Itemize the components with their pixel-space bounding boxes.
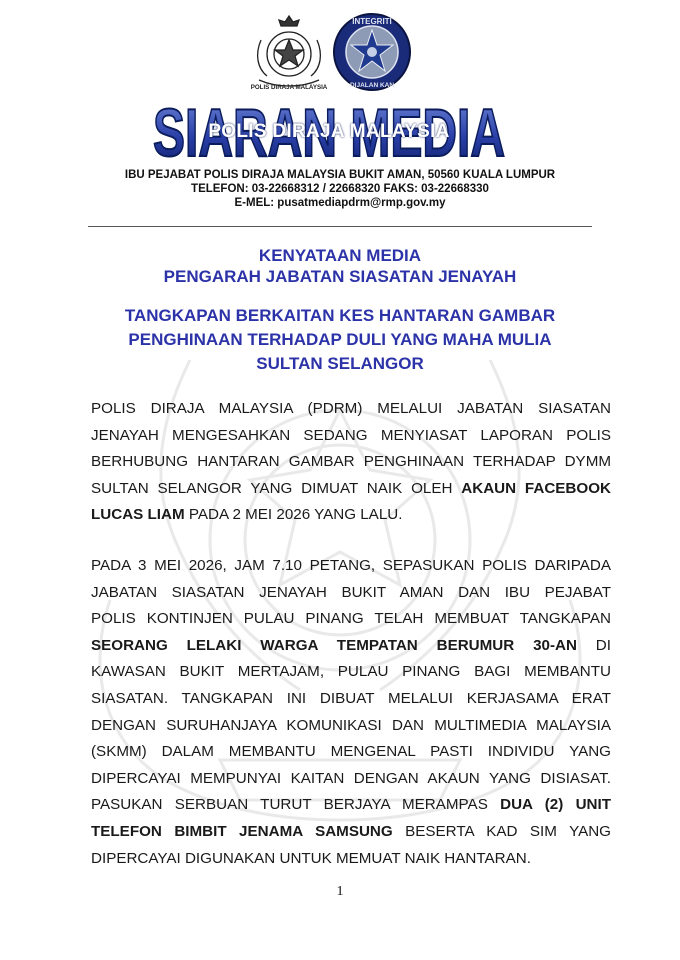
body-line: TELEFON BIMBIT JENAMA SAMSUNG BESERTA KAD SIM YANG <box>91 822 611 840</box>
body-line: JENAYAH MENGESAHKAN SEDANG MENYIASAT LAPORAN POLIS <box>91 426 611 444</box>
body-line: (SKMM) DALAM MEMBANTU MENGENAL PASTI INDIVIDU YANG <box>91 743 611 761</box>
body-line: PADA 3 MEI 2026, JAM 7.10 PETANG, SEPASUKAN POLIS DARIPADA <box>91 557 611 574</box>
body-line: SEORANG LELAKI WARGA TEMPATAN BERUMUR 30-AN DI <box>91 636 611 654</box>
body-line: BERHUBUNG HANTARAN GAMBAR PENGHINAAN TERHADAP DYMM <box>91 453 611 471</box>
body-line: SULTAN SELANGOR YANG DIMUAT NAIK OLEH AKAUN FACEBOOK <box>91 479 611 497</box>
bold-seized-item: TELEFON BIMBIT JENAMA SAMSUNG <box>91 822 393 840</box>
page-number: 1 <box>336 884 344 899</box>
bold-seized-count: DUA (2) UNIT <box>500 796 612 814</box>
pdrm-crest-logo <box>247 10 331 94</box>
bold-account-name: LUCAS LIAM <box>91 506 185 524</box>
crest-caption: POLIS DIRAJA MALAYSIA <box>250 84 328 91</box>
body-line: JABATAN SIASATAN JENAYAH BUKIT AMAN DAN IBU PEJABAT <box>91 583 611 601</box>
body-line: LUCAS LIAM PADA 2 MEI 2026 YANG LALU. <box>91 506 403 524</box>
email-line: E-MEL: pusatmediapdrm@rmp.gov.my <box>234 197 446 209</box>
body-line: DIPERCAYAI DIGUNAKAN UNTUK MEMUAT NAIK HANTARAN. <box>91 849 531 867</box>
body-line: POLIS DIRAJA MALAYSIA (PDRM) MELALUI JABATAN SIASATAN <box>91 400 611 417</box>
header-divider <box>88 226 592 227</box>
body-paragraph-1 <box>91 396 611 529</box>
statement-title-line: SULTAN SELANGOR <box>256 354 424 373</box>
body-line: KAWASAN BUKIT MERTAJAM, PULAU PINANG BAGI MEMBANTU <box>91 663 611 681</box>
badge-top-text: INTEGRITI <box>352 17 392 26</box>
phone-fax-line: TELEFON: 03-22668312 / 22668320 FAKS: 03-22668330 <box>191 183 489 195</box>
header-logos <box>0 8 680 96</box>
body-line: DIPERCAYAI MEMPUNYAI KAITAN DENGAN AKAUN YANG DISIASAT. <box>91 769 611 787</box>
body-line: SIASATAN. TANGKAPAN INI DIBUAT MELALUI KERJASAMA ERAT <box>91 689 611 707</box>
statement-kind: KENYATAAN MEDIA <box>258 246 422 265</box>
badge-bottom-text: DIJALAN KAN <box>349 82 395 89</box>
statement-title-line: PENGHINAAN TERHADAP DULI YANG MAHA MULIA <box>128 330 552 349</box>
integriti-badge-logo <box>330 10 414 94</box>
bold-suspect-text: SEORANG LELAKI WARGA TEMPATAN BERUMUR 30-AN <box>91 636 577 654</box>
address-line: IBU PEJABAT POLIS DIRAJA MALAYSIA BUKIT AMAN, 50560 KUALA LUMPUR <box>124 169 556 181</box>
body-line: DENGAN SURUHANJAYA KOMUNIKASI DAN MULTIMEDIA MALAYSIA <box>91 716 611 734</box>
banner-subtitle: POLIS DIRAJA MALAYSIA <box>208 121 450 142</box>
bold-account-text: AKAUN FACEBOOK <box>461 479 611 497</box>
statement-title-line: TANGKAPAN BERKAITAN KES HANTARAN GAMBAR <box>124 306 556 325</box>
body-paragraph-2 <box>91 553 611 872</box>
statement-issuer: PENGARAH JABATAN SIASATAN JENAYAH <box>163 267 517 286</box>
body-line: PASUKAN SERBUAN TURUT BERJAYA MERAMPAS DUA (2) UNIT <box>91 796 612 814</box>
body-line: POLIS KONTINJEN PULAU PINANG TELAH MEMBUAT TANGKAPAN <box>91 610 611 628</box>
banner-title: SIARAN MEDIA <box>153 95 505 166</box>
